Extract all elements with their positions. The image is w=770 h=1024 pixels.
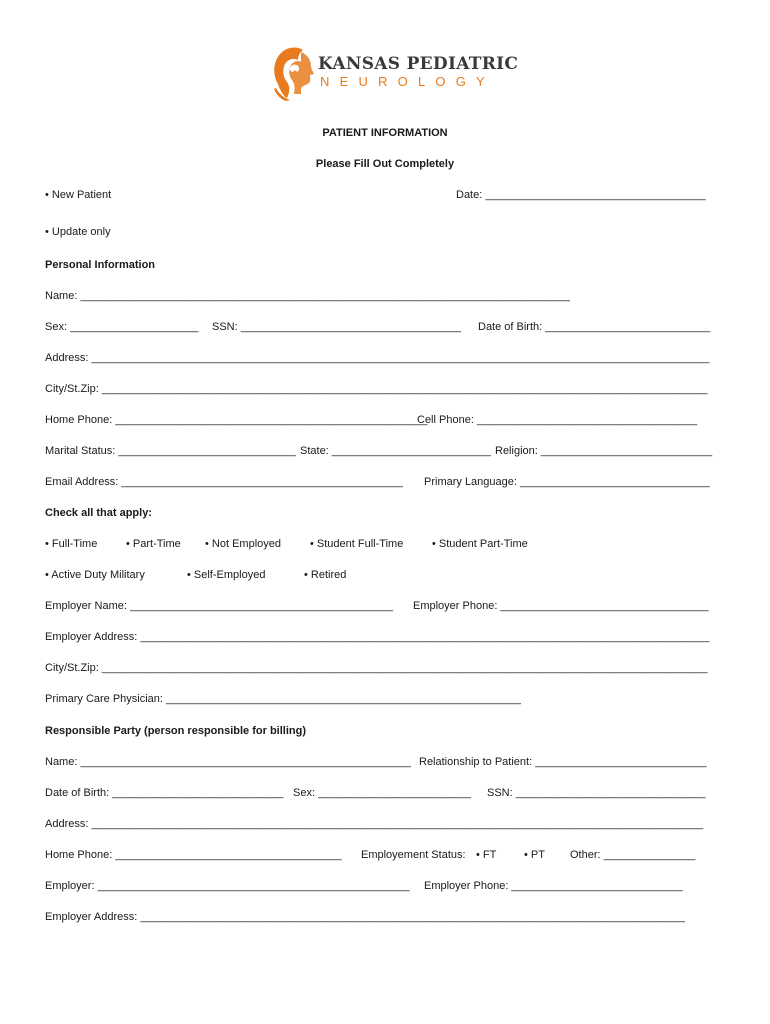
not-employed-option[interactable]: • Not Employed [205, 538, 281, 550]
ssn-field[interactable]: SSN: ____________________________________ [212, 321, 461, 333]
student-part-time-option[interactable]: • Student Part-Time [432, 538, 528, 550]
cell-phone-field[interactable]: Cell Phone: ____________________________________ [417, 414, 698, 426]
page-title: PATIENT INFORMATION [322, 127, 448, 139]
part-time-option[interactable]: • Part-Time [126, 538, 181, 550]
responsible-name-field[interactable]: Name: ______________________________________________________ [45, 756, 411, 768]
student-full-time-option[interactable]: • Student Full-Time [310, 538, 404, 550]
active-duty-military-option[interactable]: • Active Duty Military [45, 569, 145, 581]
employer-address-field[interactable]: Employer Address: _____________________________________________________________________________________________ [45, 631, 710, 643]
date-of-birth-field[interactable]: Date of Birth: ___________________________ [478, 321, 711, 333]
employment-status-label: Employement Status: [361, 849, 466, 861]
name-field[interactable]: Name: ________________________________________________________________________________ [45, 290, 570, 302]
marital-status-field[interactable]: Marital Status: _____________________________ [45, 445, 296, 457]
full-time-option[interactable]: • Full-Time [45, 538, 98, 550]
relationship-field[interactable]: Relationship to Patient: ____________________________ [419, 756, 707, 768]
page-subtitle: Please Fill Out Completely [315, 158, 455, 170]
primary-care-physician-field[interactable]: Primary Care Physician: __________________________________________________________ [45, 693, 521, 705]
state-field[interactable]: State: __________________________ [300, 445, 491, 457]
check-all-heading: Check all that apply: [45, 507, 152, 519]
primary-language-field[interactable]: Primary Language: _______________________________ [424, 476, 710, 488]
other-field[interactable]: Other: _______________ [570, 849, 696, 861]
responsible-sex-field[interactable]: Sex: _________________________ [293, 787, 472, 799]
brand-subname: NEUROLOGY [320, 74, 495, 89]
personal-info-heading: Personal Information [45, 259, 156, 271]
employer-name-field[interactable]: Employer Name: ___________________________________________ [45, 600, 394, 612]
responsible-employer-phone-field[interactable]: Employer Phone: ____________________________ [424, 880, 683, 892]
self-employed-option[interactable]: • Self-Employed [187, 569, 266, 581]
new-patient-option[interactable]: • New Patient [45, 189, 112, 201]
religion-field[interactable]: Religion: ____________________________ [495, 445, 713, 457]
responsible-home-phone-field[interactable]: Home Phone: _____________________________________ [45, 849, 342, 861]
responsible-dob-field[interactable]: Date of Birth: ____________________________ [45, 787, 284, 799]
responsible-employer-address-field[interactable]: Employer Address: _________________________________________________________________________________________ [45, 911, 685, 923]
employer-phone-field[interactable]: Employer Phone: __________________________________ [413, 600, 709, 612]
head-profile-in-hands-icon [270, 44, 316, 102]
address-field[interactable]: Address: _____________________________________________________________________________________________________ [45, 352, 710, 364]
brand-name: KANSAS PEDIATRIC [318, 54, 519, 74]
home-phone-field[interactable]: Home Phone: ___________________________________________________ [45, 414, 428, 426]
retired-option[interactable]: • Retired [304, 569, 347, 581]
responsible-employer-field[interactable]: Employer: ___________________________________________________ [45, 880, 410, 892]
ft-option[interactable]: • FT [476, 849, 497, 861]
city-state-zip-field[interactable]: City/St.Zip: ___________________________________________________________________________________________________ [45, 383, 708, 395]
email-address-field[interactable]: Email Address: ______________________________________________ [45, 476, 403, 488]
update-only-option[interactable]: • Update only [45, 226, 111, 238]
responsible-ssn-field[interactable]: SSN: _______________________________ [487, 787, 706, 799]
responsible-party-heading: Responsible Party (person responsible for billing) [45, 725, 306, 737]
pt-option[interactable]: • PT [524, 849, 545, 861]
responsible-address-field[interactable]: Address: ____________________________________________________________________________________________________ [45, 818, 704, 830]
employer-city-state-zip-field[interactable]: City/St.Zip: ___________________________________________________________________________________________________ [45, 662, 708, 674]
date-field[interactable]: Date: ____________________________________ [456, 189, 706, 201]
sex-field[interactable]: Sex: _____________________ [45, 321, 199, 333]
